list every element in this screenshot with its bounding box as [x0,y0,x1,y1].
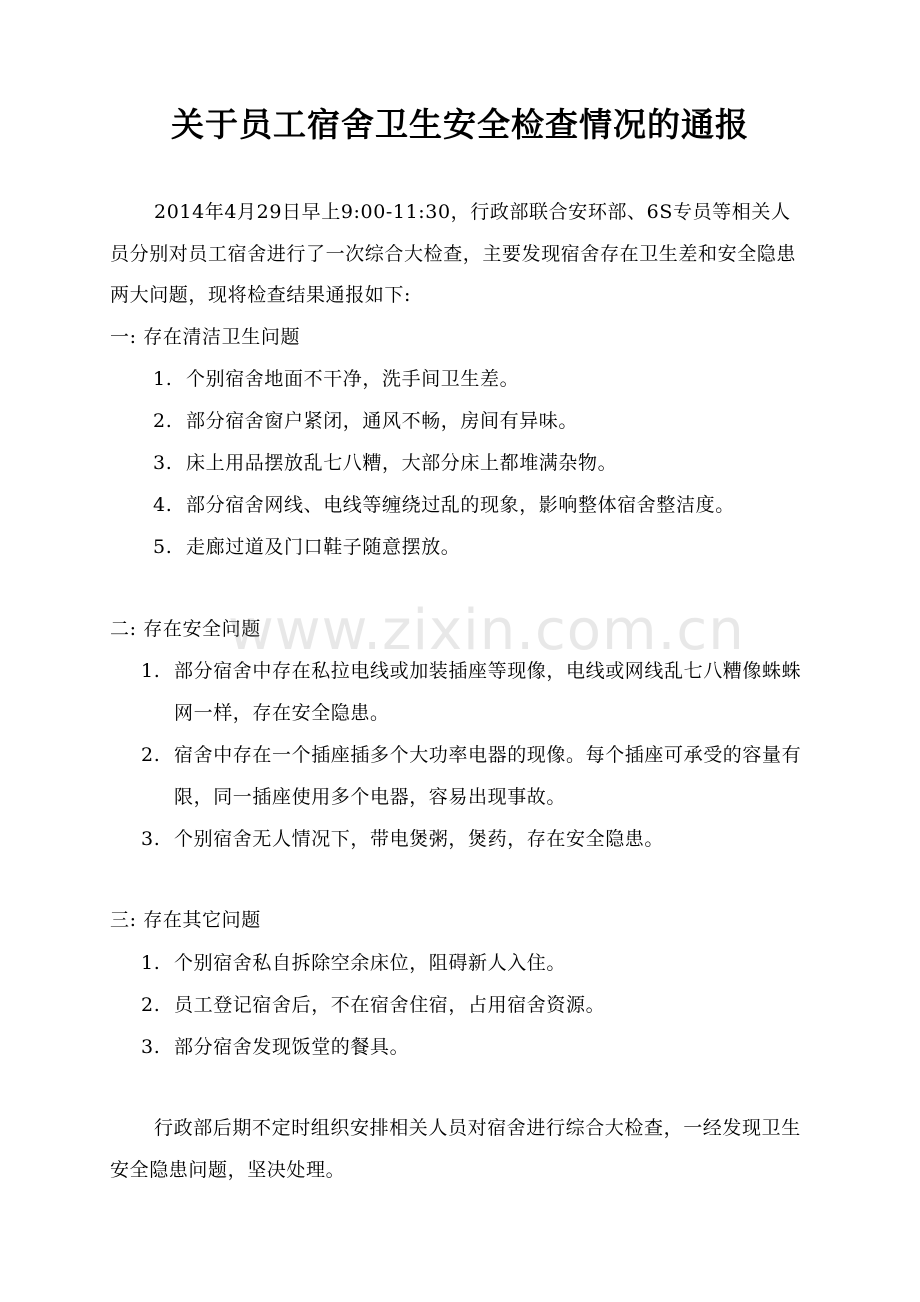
closing-paragraph: 行政部后期不定时组织安排相关人员对宿舍进行综合大检查，一经发现卫生安全隐患问题，坚决处理。 [110,1117,801,1181]
item-number: 3. [153,452,173,474]
item-number: 2. [153,410,173,432]
item-number: 1. [153,368,173,390]
item-text: 走廊过道及门口鞋子随意摆放。 [186,536,461,558]
list-item [0,484,920,526]
list-item [0,400,920,442]
document-title: 关于员工宿舍卫生安全检查情况的通报 [171,105,749,144]
item-text: 宿舍中存在一个插座插多个大功率电器的现像。每个插座可承受的容量有限，同一插座使用多个电器，容易出现事故。 [174,744,802,808]
list-item [0,734,920,818]
section-heading-safety: 二: 存在安全问题 [110,618,261,640]
item-text: 床上用品摆放乱七八糟，大部分床上都堆满杂物。 [186,452,618,474]
section-heading-cleanliness: 一: 存在清洁卫生问题 [110,326,301,348]
item-text: 个别宿舍无人情况下，带电煲粥，煲药，存在安全隐患。 [174,828,665,850]
item-text: 个别宿舍地面不干净，洗手间卫生差。 [186,368,520,390]
item-number: 3. [141,828,161,850]
list-item [0,942,920,984]
safety-issue-list [0,650,920,860]
item-number: 4. [153,494,173,516]
cleanliness-issue-list [0,358,920,568]
list-item [0,526,920,568]
list-item [0,358,920,400]
list-item [0,442,920,484]
list-item [0,1026,920,1068]
item-number: 3. [141,1036,161,1058]
other-issue-list [0,942,920,1068]
intro-paragraph: 2014年4月29日早上9:00-11:30，行政部联合安环部、6S专员等相关人员分别对员工宿舍进行了一次综合大检查，主要发现宿舍存在卫生差和安全隐患两大问题，现将检查结果通报如下: [110,201,797,306]
item-number: 1. [141,660,161,682]
section-heading-other: 三: 存在其它问题 [110,909,261,931]
list-item [0,984,920,1026]
list-item [0,818,920,860]
item-text: 个别宿舍私自拆除空余床位，阻碍新人入住。 [174,952,567,974]
item-text: 部分宿舍发现饭堂的餐具。 [174,1036,410,1058]
item-text: 部分宿舍网线、电线等缠绕过乱的现象，影响整体宿舍整洁度。 [186,494,735,516]
item-text: 部分宿舍窗户紧闭，通风不畅，房间有异味。 [186,410,579,432]
watermark-text: www.zixin.com.cn [228,598,745,663]
item-text: 员工登记宿舍后，不在宿舍住宿，占用宿舍资源。 [174,994,606,1016]
item-number: 2. [141,744,161,766]
item-number: 2. [141,994,161,1016]
item-number: 1. [141,952,161,974]
item-text: 部分宿舍中存在私拉电线或加装插座等现像，电线或网线乱七八糟像蛛蛛网一样，存在安全隐患。 [174,660,802,724]
item-number: 5. [153,536,173,558]
